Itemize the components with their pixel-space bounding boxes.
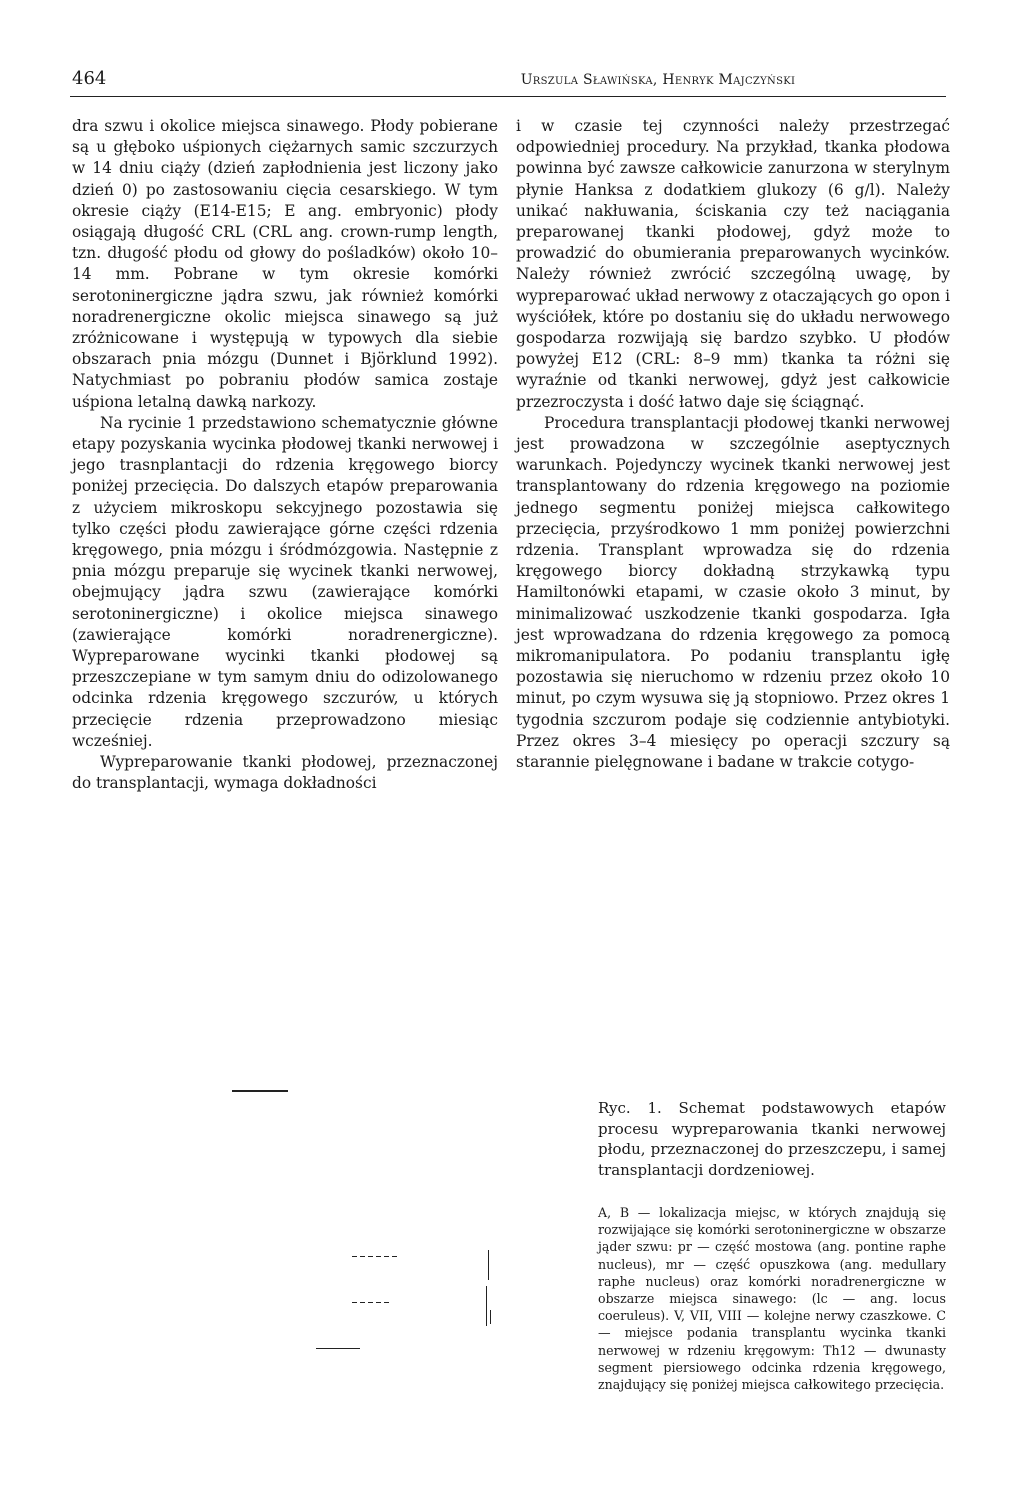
- figure-vertical-mark-3: [490, 1310, 491, 1324]
- figure-line-bottom: [316, 1348, 360, 1349]
- left-column: [72, 116, 498, 795]
- figure-schematic: [220, 1080, 530, 1380]
- figure-dash-1: [352, 1256, 400, 1257]
- figure-legend-text: A, B — lokalizacja miejsc, w których znajdują się rozwijające się komórki serotoninergiczne w obszarze jąder szwu: pr — część mostowa (ang. pontine raphe nucleus), mr — część opuszkowa (ang. medullary raphe nucleus) oraz komórki noradrenergiczne w obszarze miejsca sinawego: (lc — ang. locus coeruleus). V, VII, VIII — kolejne nerwy czaszkowe. C — miejsce podania transplantu wycinka tkanki nerwowej w rdzeniu kręgowym: Th12 — dwunasty segment piersiowego odcinka rdzenia kręgowego, znajdujący się poniżej miejsca całkowitego przecięcia.: [598, 1205, 946, 1393]
- figure-legend: [598, 1204, 946, 1393]
- right-paragraph-2: Procedura transplantacji płodowej tkanki nerwowej jest prowadzona w szczególnie aseptycznych warunkach. Pojedynczy wycinek tkanki nerwowej jest transplantowany do rdzenia kręgowego na poziomie jednego segmentu poniżej miejsca całkowitego przecięcia, przyśrodkowo 1 mm poniżej powierzchni rdzenia. Transplant wprowadza się do rdzenia kręgowego biorcy dokładną strzykawką typu Hamiltonówki etapami, w czasie około 3 minut, by minimalizować uszkodzenie tkanki gospodarza. Igła jest wprowadzana do rdzenia kręgowego za pomocą mikromanipulatora. Po podaniu transplantu igłę pozostawia się nieruchomo w rdzeniu przez około 10 minut, po czym wysuwa się ją stopniowo. Przez okres 1 tygodnia szczurom podaje się codziennie antybiotyki. Przez okres 3–4 miesięcy po operacji szczury są starannie pielęgnowane i badane w trakcie cotygo-: [516, 413, 950, 772]
- running-head-authors: Urszula Sławińska, Henryk Majczyński: [520, 72, 796, 88]
- figure-vertical-mark-2: [486, 1286, 487, 1326]
- left-paragraph-2: Na rycinie 1 przedstawiono schematycznie główne etapy pozyskania wycinka płodowej tkanki nerwowej i jego trasnplantacji do rdzenia kręgowego biorcy poniżej przecięcia. Do dalszych etapów preparowania z użyciem mikroskopu sekcyjnego pozostawia się tylko części płodu zawierające górne części rdzenia kręgowego, pnia mózgu i śródmózgowia. Następnie z pnia mózgu preparuje się wycinek tkanki nerwowej, obejmujący jądra szwu (zawierające komórki serotoninergiczne) i okolice miejsca sinawego (zawierające komórki noradrenergiczne). Wypreparowane wycinki tkanki płodowej są przeszczepiane w tym samym dniu do odizolowanego odcinka rdzenia kręgowego szczurów, u których przecięcie rdzenia przeprowadzono miesiąc wcześniej.: [72, 413, 498, 750]
- running-header: [70, 68, 946, 97]
- left-paragraph-3: Wypreparowanie tkanki płodowej, przeznaczonej do transplantacji, wymaga dokładności: [72, 753, 498, 793]
- figure-dash-2: [352, 1302, 392, 1303]
- figure-caption: [598, 1098, 946, 1180]
- page-number: 464: [72, 68, 107, 89]
- figure-line-top: [232, 1090, 288, 1092]
- figure-vertical-mark-1: [488, 1250, 489, 1280]
- figure-caption-text: Ryc. 1. Schemat podstawowych etapów procesu wypreparowania tkanki nerwowej płodu, przeznaczonej do przeszczepu, i samej transplantacji dordzeniowej.: [598, 1099, 946, 1179]
- right-paragraph-1: i w czasie tej czynności należy przestrzegać odpowiedniej procedury. Na przykład, tkanka płodowa powinna być zawsze całkowicie zanurzona w sterylnym płynie Hanksa z dodatkiem glukozy (6 g/l). Należy unikać nakłuwania, ściskania czy też naciągania preparowanej tkanki płodowej, gdyż może to prowadzić do obumierania preparowanych wycinków. Należy również zwrócić szczególną uwagę, by wypreparować układ nerwowy z otaczających go opon i wyściółek, które po dostaniu się do układu nerwowego gospodarza rozwijają się bardzo szybko. U płodów powyżej E12 (CRL: 8–9 mm) tkanka ta różni się wyraźnie od tkanki nerwowej, gdyż jest całkowicie przezroczysta i dość łatwo daje się ściągnąć.: [516, 117, 950, 411]
- right-column: [516, 116, 950, 773]
- left-paragraph-1: dra szwu i okolice miejsca sinawego. Płody pobierane są u głęboko uśpionych ciężarnych samic szczurzych w 14 dniu ciąży (dzień zapłodnienia jest liczony jako dzień 0) po zastosowaniu cięcia cesarskiego. W tym okresie ciąży (E14-E15; E ang. embryonic) płody osiągają długość CRL (CRL ang. crown-rump length, tzn. długość płodu od głowy do pośladków) około 10–14 mm. Pobrane w tym okresie komórki serotoninergiczne jądra szwu, jak również komórki noradrenergiczne okolic miejsca sinawego są już zróżnicowane i występują w typowych dla siebie obszarach pnia mózgu (Dunnet i Björklund 1992). Natychmiast po pobraniu płodów samica zostaje uśpiona letalną dawką narkozy.: [72, 117, 498, 411]
